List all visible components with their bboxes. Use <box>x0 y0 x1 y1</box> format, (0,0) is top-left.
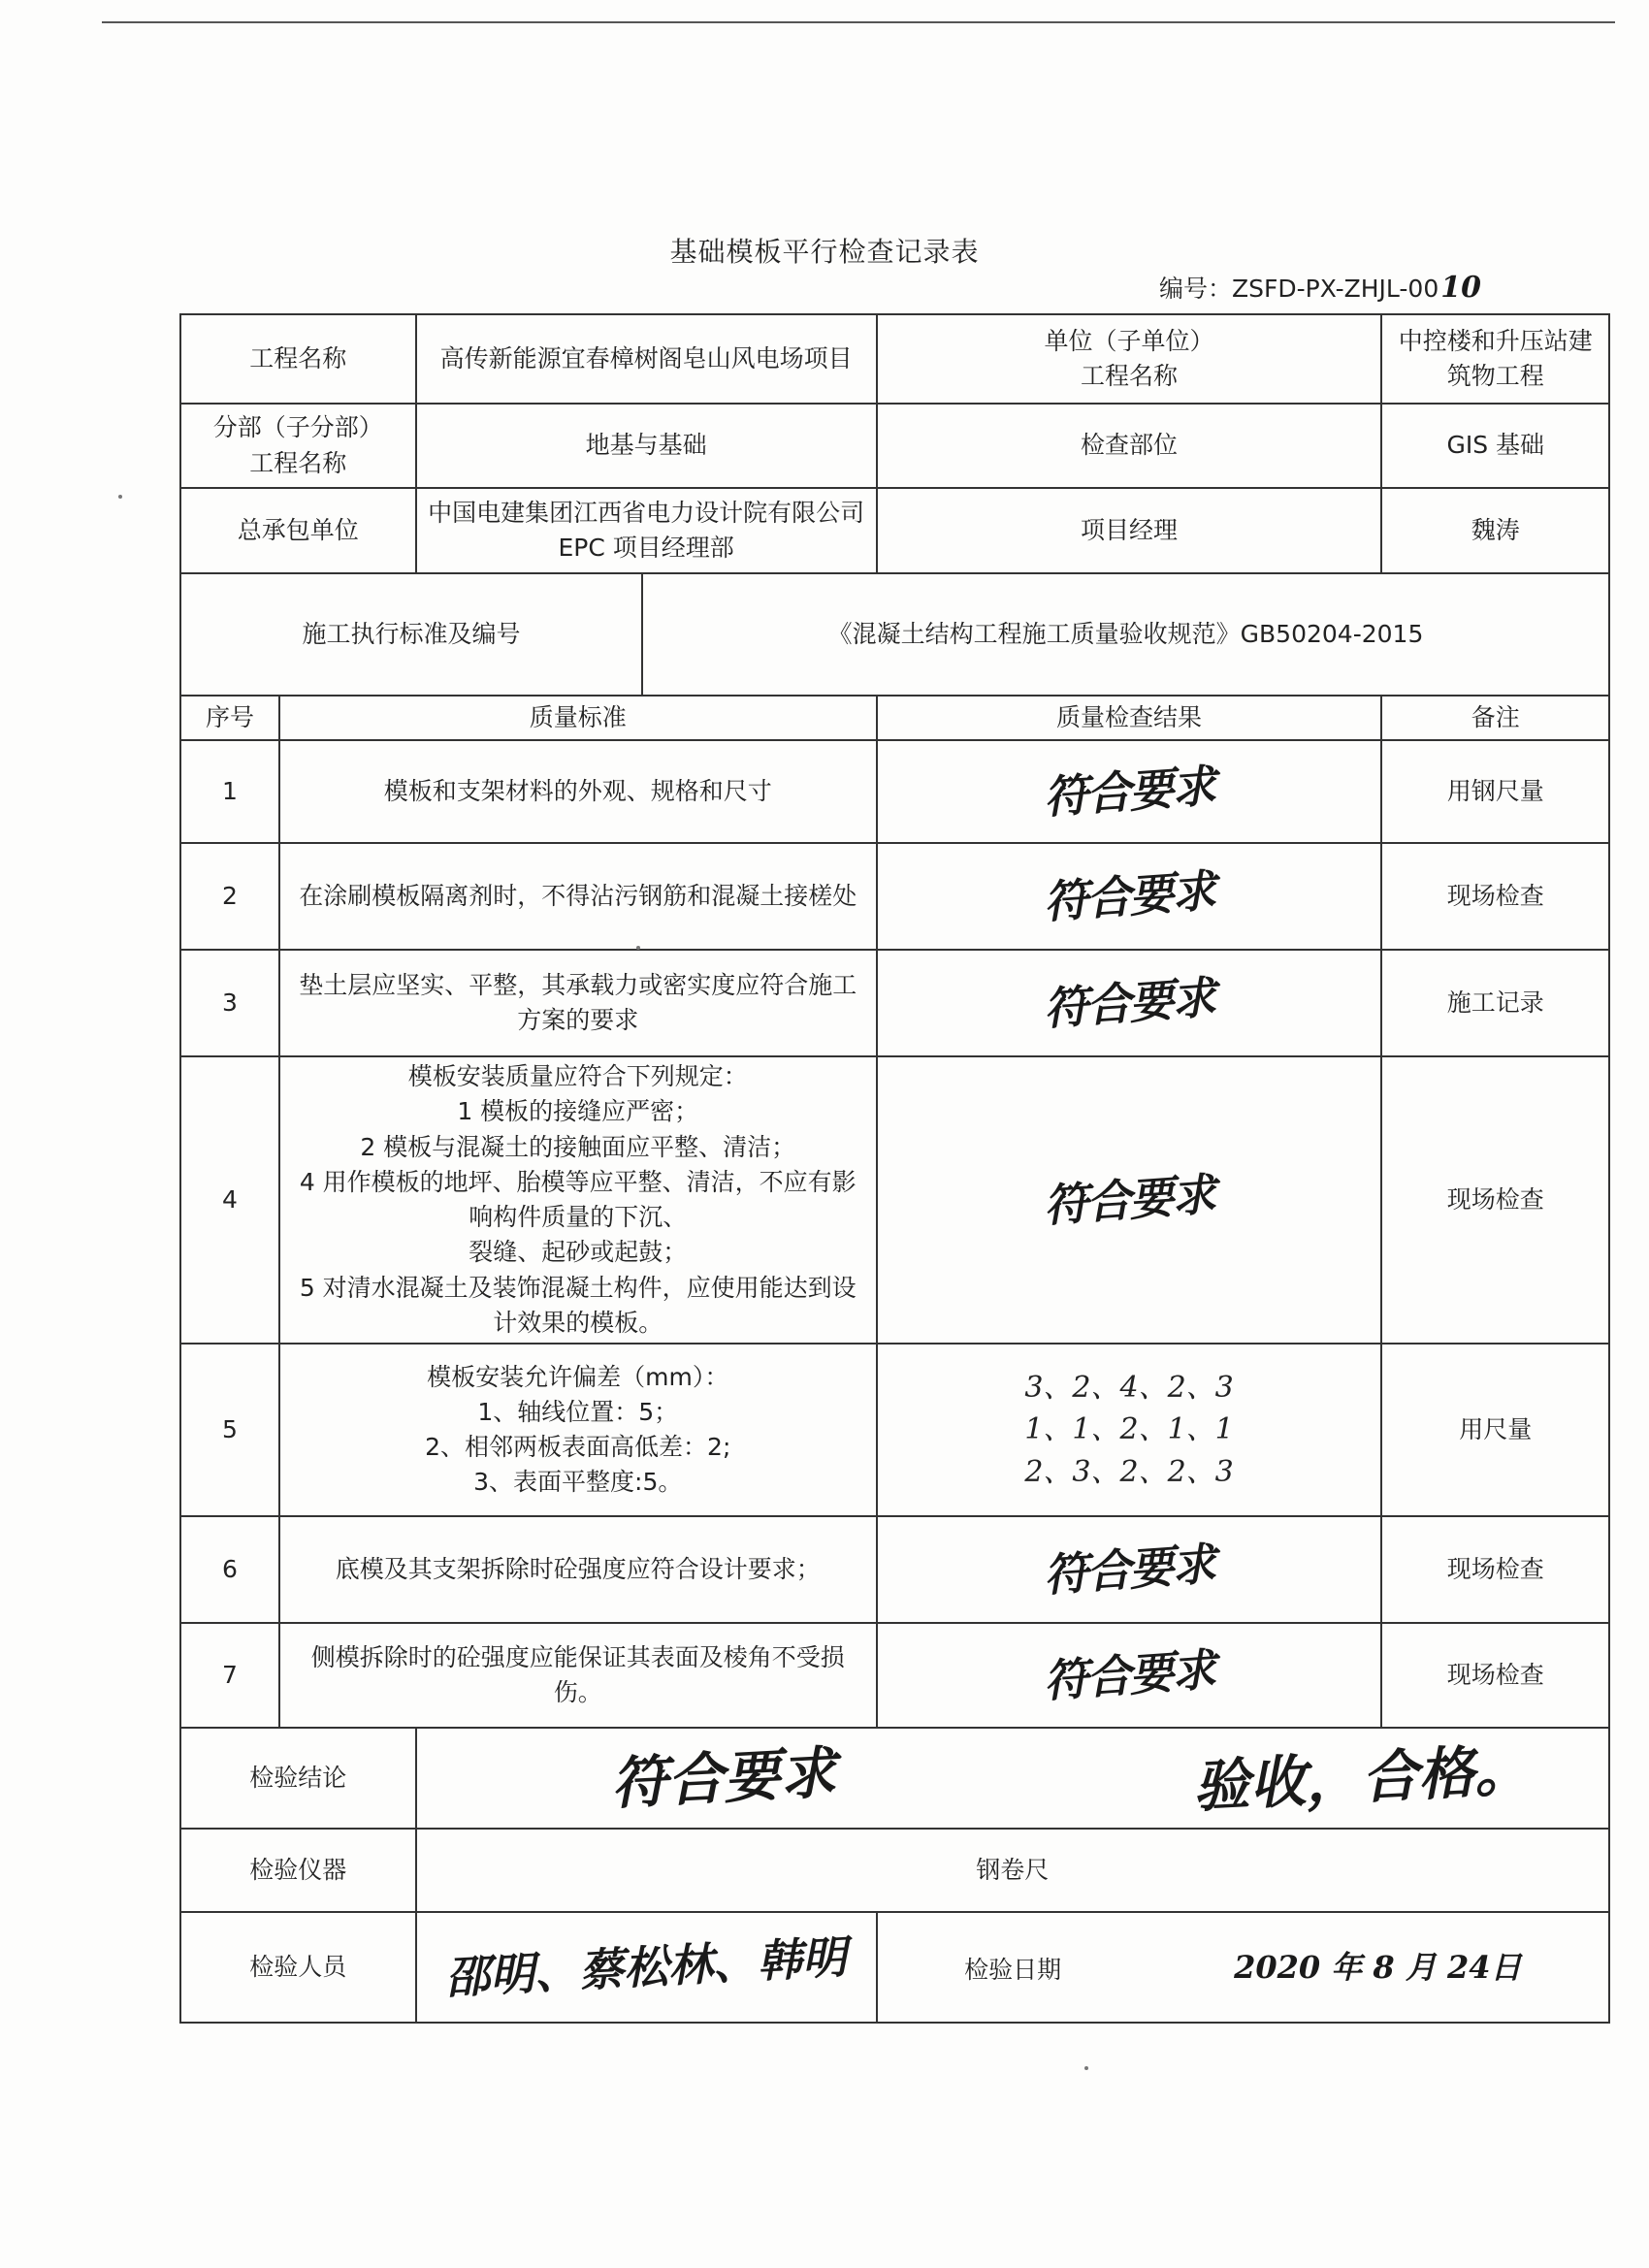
item-remark: 现场检查 <box>1381 1516 1609 1623</box>
scan-speck <box>636 946 640 950</box>
inspection-form-table <box>179 313 1610 2024</box>
item-remark: 现场检查 <box>1381 1623 1609 1728</box>
col-header-no: 序号 <box>180 696 279 740</box>
table-row <box>180 1516 1609 1623</box>
item-no: 2 <box>180 843 279 950</box>
inspector-signatures <box>416 1912 877 2023</box>
instrument-label: 检验仪器 <box>180 1829 416 1912</box>
conclusion-row <box>180 1728 1609 1829</box>
table-row <box>180 1056 1609 1344</box>
table-row <box>180 740 1609 843</box>
division-label: 分部（子分部） 工程名称 <box>180 404 416 488</box>
item-result <box>877 950 1382 1056</box>
page-title: 基础模板平行检查记录表 <box>669 236 980 268</box>
scan-speck <box>118 495 122 499</box>
standard-value: 《混凝土结构工程施工质量验收规范》GB50204-2015 <box>642 573 1609 696</box>
inspection-part-value: GIS 基础 <box>1381 404 1609 488</box>
manager-value: 魏涛 <box>1381 488 1609 573</box>
unit-name-value: 中控楼和升压站建筑物工程 <box>1381 314 1609 404</box>
conclusion-value <box>416 1728 1609 1829</box>
table-row <box>180 950 1609 1056</box>
scan-speck <box>1084 2066 1088 2070</box>
item-remark: 现场检查 <box>1381 1056 1609 1344</box>
document-number-handwritten: 10 <box>1440 271 1481 305</box>
item-no: 3 <box>180 950 279 1056</box>
item-no: 4 <box>180 1056 279 1344</box>
table-row <box>180 843 1609 950</box>
header-row-division <box>180 404 1609 488</box>
project-name-label: 工程名称 <box>180 314 416 404</box>
date-value: 2020 年 8 月 24日 <box>1234 1948 1522 1986</box>
item-remark: 现场检查 <box>1381 843 1609 950</box>
inspector-label: 检验人员 <box>180 1912 416 2023</box>
item-result <box>877 843 1382 950</box>
top-border-line <box>102 21 1615 23</box>
item-no: 5 <box>180 1344 279 1516</box>
result-signature: 符合要求 <box>1042 1167 1216 1232</box>
inspector-row <box>180 1912 1609 2023</box>
date-label: 检验日期 <box>964 1955 1062 1984</box>
conclusion-label: 检验结论 <box>180 1728 416 1829</box>
division-name-value: 地基与基础 <box>416 404 877 488</box>
item-no: 7 <box>180 1623 279 1728</box>
item-standard: 侧模拆除时的砼强度应能保证其表面及棱角不受损伤。 <box>279 1623 877 1728</box>
document-number-label: 编号：ZSFD-PX-ZHJL-00 <box>1159 275 1439 303</box>
project-name-value: 高传新能源宜春樟树阁皂山风电场项目 <box>416 314 877 404</box>
item-standard: 模板和支架材料的外观、规格和尺寸 <box>279 740 877 843</box>
col-header-remark: 备注 <box>1381 696 1609 740</box>
table-row <box>180 1344 1609 1516</box>
col-header-standard: 质量标准 <box>279 696 877 740</box>
item-remark: 施工记录 <box>1381 950 1609 1056</box>
item-result-measurements: 3、2、4、2、3 1、1、2、1、1 2、3、2、2、3 <box>877 1344 1382 1516</box>
inspection-part-label: 检查部位 <box>877 404 1382 488</box>
item-no: 6 <box>180 1516 279 1623</box>
col-header-result: 质量检查结果 <box>877 696 1382 740</box>
conclusion-signature-2: 验收，合格。 <box>1191 1735 1533 1821</box>
item-standard: 在涂刷模板隔离剂时，不得沾污钢筋和混凝土接槎处 <box>279 843 877 950</box>
item-result <box>877 1623 1382 1728</box>
item-no: 1 <box>180 740 279 843</box>
standard-label: 施工执行标准及编号 <box>180 573 642 696</box>
header-row-contractor <box>180 488 1609 573</box>
item-standard: 模板安装质量应符合下列规定： 1 模板的接缝应严密； 2 模板与混凝土的接触面应平整、清洁； 4 用作模板的地坪、胎模等应平整、清洁，不应有影响构件质量的下沉、 裂缝、起砂或起鼓； 5 对清水混凝土及装饰混凝土构件，应使用能达到设计效果的模板。 <box>279 1056 877 1344</box>
item-remark: 用钢尺量 <box>1381 740 1609 843</box>
item-result <box>877 1516 1382 1623</box>
result-signature: 符合要求 <box>1042 863 1216 928</box>
document-number <box>1159 270 1481 305</box>
item-standard: 垫土层应坚实、平整，其承载力或密实度应符合施工方案的要求 <box>279 950 877 1056</box>
contractor-label: 总承包单位 <box>180 488 416 573</box>
contractor-value: 中国电建集团江西省电力设计院有限公司 EPC 项目经理部 <box>416 488 877 573</box>
header-row-standard <box>180 573 1609 696</box>
table-row <box>180 1623 1609 1728</box>
item-remark: 用尺量 <box>1381 1344 1609 1516</box>
unit-label: 单位（子单位） 工程名称 <box>877 314 1382 404</box>
result-signature: 符合要求 <box>1042 1642 1216 1707</box>
instrument-value: 钢卷尺 <box>416 1829 1609 1912</box>
date-cell <box>877 1912 1609 2023</box>
item-result <box>877 740 1382 843</box>
item-result <box>877 1056 1382 1344</box>
header-row-project <box>180 314 1609 404</box>
item-standard: 模板安装允许偏差（mm）： 1、轴线位置：5； 2、相邻两板表面高低差：2; 3、表面平整度:5。 <box>279 1344 877 1516</box>
result-signature: 符合要求 <box>1042 759 1216 824</box>
conclusion-signature-1: 符合要求 <box>609 1738 838 1817</box>
manager-label: 项目经理 <box>877 488 1382 573</box>
item-standard: 底模及其支架拆除时砼强度应符合设计要求； <box>279 1516 877 1623</box>
instrument-row <box>180 1829 1609 1912</box>
column-header-row <box>180 696 1609 740</box>
result-signature: 符合要求 <box>1042 970 1216 1035</box>
result-signature: 符合要求 <box>1042 1537 1216 1602</box>
inspector-signature: 邵明、蔡松林、韩明 <box>443 1929 849 2004</box>
